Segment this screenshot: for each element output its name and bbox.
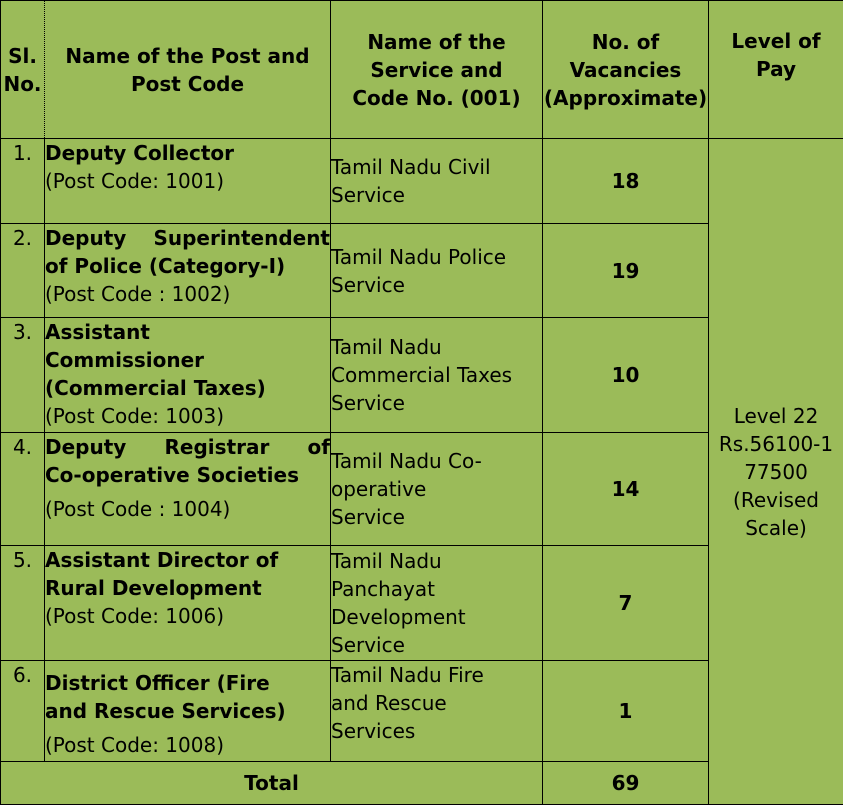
row-sl: 5. <box>1 546 45 661</box>
post-code: (Post Code: 1008) <box>45 731 330 759</box>
row-vacancies: 1 <box>543 661 709 762</box>
pay-note: (Revised Scale) <box>709 486 843 542</box>
row-service: Tamil Nadu Commercial Taxes Service <box>331 318 543 433</box>
row-post <box>45 224 331 318</box>
row-sl: 1. <box>1 139 45 224</box>
post-name-cont: Rural Development <box>45 574 330 602</box>
post-name: Assistant Commissioner <box>45 318 290 374</box>
post-name: Deputy Registrar of <box>45 433 330 461</box>
post-code: (Post Code : 1002) <box>45 280 330 308</box>
post-name: District Officer (Fire <box>45 669 330 697</box>
pay-level: Level 22 <box>709 402 843 430</box>
post-name-cont: Co-operative Societies <box>45 461 330 489</box>
header-service-name: Name of the Service and Code No. (001) <box>331 1 543 139</box>
post-code: (Post Code : 1004) <box>45 495 330 523</box>
row-service: Tamil Nadu Panchayat Development Service <box>331 546 543 661</box>
header-level-of-pay: Level of Pay <box>709 1 843 139</box>
row-sl: 6. <box>1 661 45 762</box>
post-name-cont: (Commercial Taxes) <box>45 374 290 402</box>
table-row <box>1 139 843 224</box>
row-vacancies: 7 <box>543 546 709 661</box>
post-code: (Post Code: 1003) <box>45 402 290 430</box>
row-post <box>45 433 331 546</box>
post-name: Assistant Director of <box>45 546 330 574</box>
row-service: Tamil Nadu Civil Service <box>331 139 543 224</box>
total-value: 69 <box>543 762 709 805</box>
row-sl: 3. <box>1 318 45 433</box>
row-service: Tamil Nadu Police Service <box>331 224 543 318</box>
row-sl: 4. <box>1 433 45 546</box>
post-name: Deputy Superintendent <box>45 224 330 252</box>
post-name-cont: and Rescue Services) <box>45 697 330 725</box>
header-vacancies: No. of Vacancies (Approximate) <box>543 1 709 139</box>
header-sl-no: Sl. No. <box>1 1 45 139</box>
row-vacancies: 10 <box>543 318 709 433</box>
row-service: Tamil Nadu Co-operative Service <box>331 433 543 546</box>
header-post-name: Name of the Post and Post Code <box>45 1 331 139</box>
row-post <box>45 318 331 433</box>
row-vacancies: 18 <box>543 139 709 224</box>
post-code: (Post Code: 1006) <box>45 602 330 630</box>
row-sl: 2. <box>1 224 45 318</box>
row-post <box>45 546 331 661</box>
row-vacancies: 19 <box>543 224 709 318</box>
pay-scale: Rs.56100-177500 <box>709 430 843 486</box>
row-vacancies: 14 <box>543 433 709 546</box>
total-label: Total <box>1 762 543 805</box>
row-post <box>45 661 331 762</box>
post-code: (Post Code: 1001) <box>45 167 330 195</box>
row-service: Tamil Nadu Fire and Rescue Services <box>331 661 543 762</box>
level-of-pay-cell <box>709 139 843 805</box>
header-row <box>1 1 843 139</box>
post-name: Deputy Collector <box>45 139 330 167</box>
row-post <box>45 139 331 224</box>
post-name-cont: of Police (Category-I) <box>45 252 330 280</box>
